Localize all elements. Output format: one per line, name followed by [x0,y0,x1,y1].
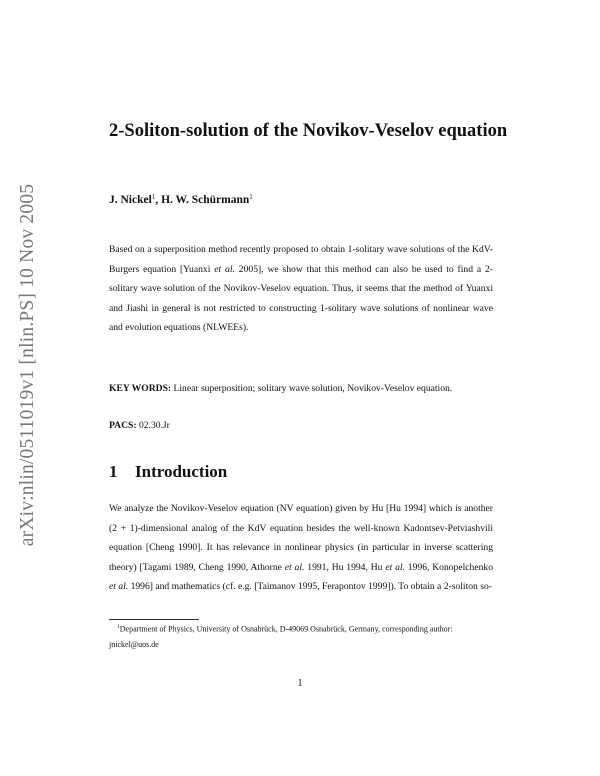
affiliation-mark: 1 [249,193,253,201]
author-line [109,193,253,206]
page-number: 1 [297,678,303,689]
footnote-text: Department of Physics, University of Osnabrück, D-49069 Osnabrück, Germany, corresponding author: jnickel@uos.de [109,624,453,650]
footnote-mark: 1 [117,624,120,630]
section-number: 1 [109,462,118,481]
arxiv-identifier: arXiv:nlin/0511019v1 [nlin.PS] 10 Nov 2005 [17,183,38,547]
intro-paragraph [109,499,493,597]
author-name: H. W. Schürmann [161,194,250,206]
keywords-label: KEY WORDS: [109,383,172,394]
keywords [109,379,493,399]
intro-text: 1996, Konopelchenko [404,561,493,573]
abstract-text: 2005], we show that this method can also be used to find a 2-solitary wave solution of the Novikov-Veselov equation. Thus, it seems that the method of Yuanxi and Jiashi in general is not restricted to constructing 1-solitary wave solutions of nonlinear wave and evolution equations (NLWEEs). [109,263,494,334]
et-al-italic: et al. [385,561,405,573]
pacs [109,420,170,431]
section-title: Introduction [135,462,228,481]
footnote [109,620,493,653]
author-separator: , [155,194,162,206]
et-al-italic: et al. [109,581,129,593]
pacs-label: PACS: [109,420,137,431]
affiliation-mark: 1 [151,193,156,201]
abstract [109,240,493,338]
section-heading [109,462,227,482]
arxiv-sidebar-stamp [8,180,48,550]
intro-text: 1996] and mathematics (cf. e.g. [Taimanov 1995, Ferapontov 1999]). To obtain a 2-soliton so- [128,581,492,593]
pacs-text: 02.30.Jr [136,420,170,431]
intro-text: We analyze the Novikov-Veselov equation (NV equation) given by Hu [Hu 1994] which is another (2 + 1)-dimensional analog of the KdV equation besides the well-known Kadontsev-Petviashvili equation [Cheng 1990]. It has relevance in nonlinear physics (in particular in inverse scattering theory) [Tagami 1989, Cheng 1990, Athorne [109,503,493,573]
keywords-text: Linear superposition; solitary wave solution, Novikov-Veselov equation. [171,383,453,394]
abstract-text: Based on a superposition method recently proposed to obtain 1-solitary wave solutions of the KdV-Burgers equation [Yuanxi [109,244,493,275]
et-al-italic: et al. [284,561,305,573]
intro-text: 1991, Hu 1994, Hu [304,561,386,573]
et-al-italic: et al. [214,263,235,275]
paper-title: 2-Soliton-solution of the Novikov-Veselov equation [109,121,508,141]
author-name: J. Nickel [109,194,152,206]
